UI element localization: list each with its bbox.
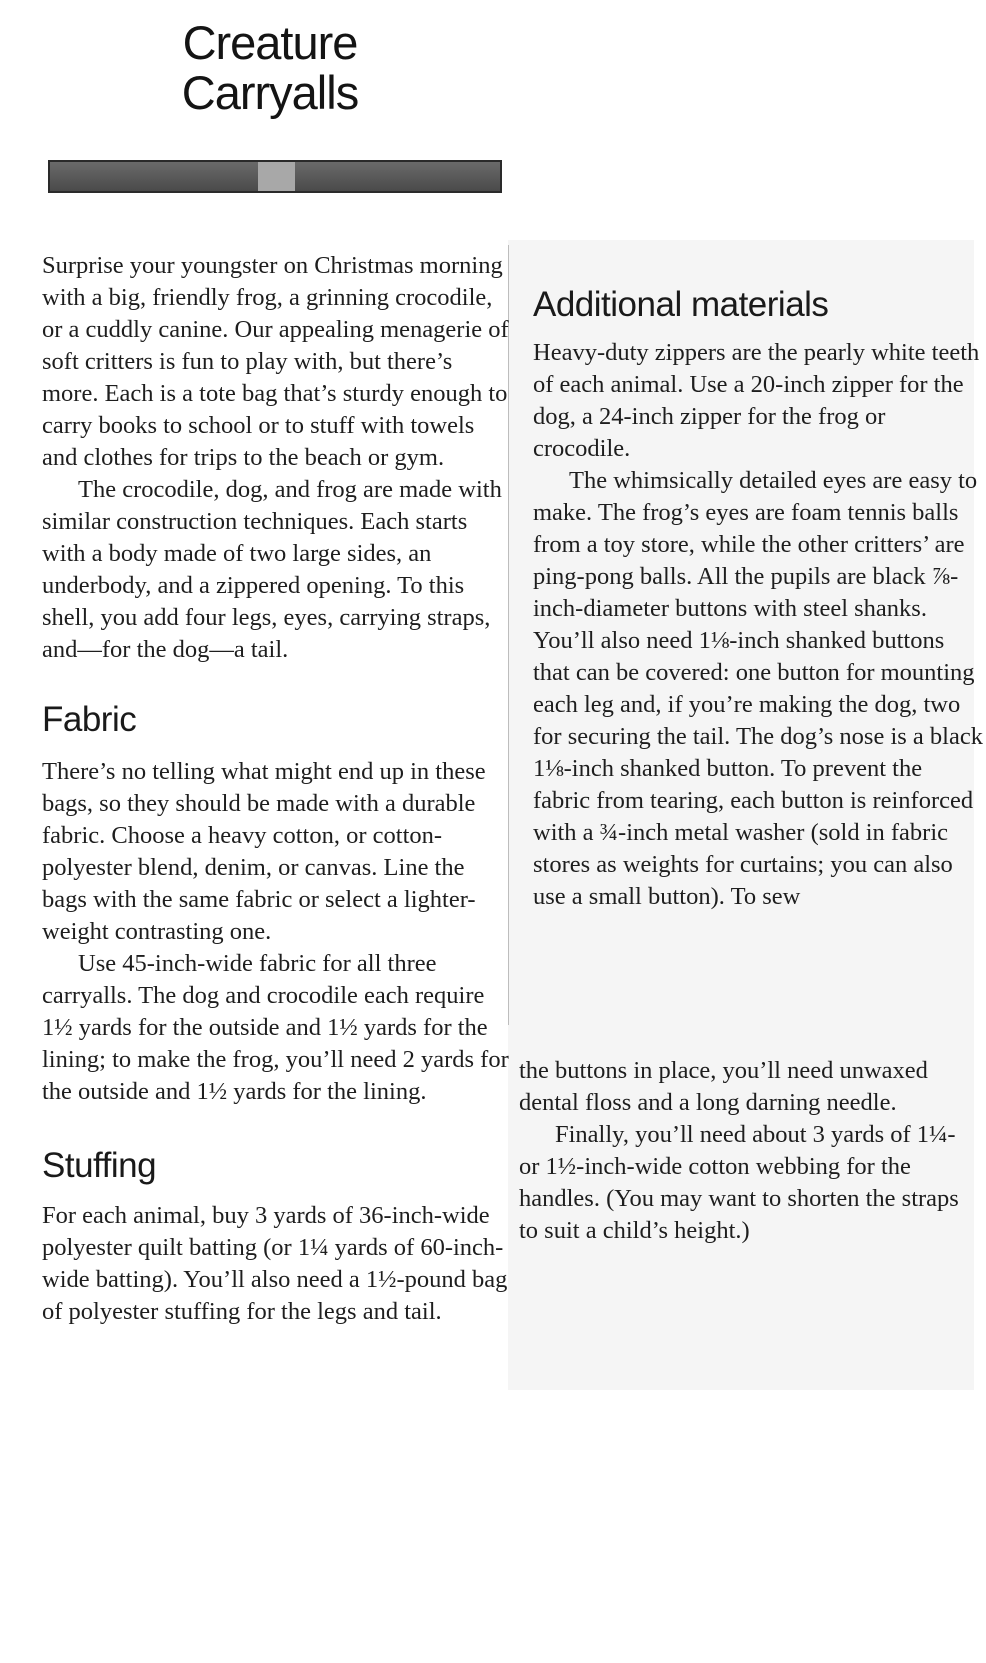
- fabric-paragraph-1: There’s no telling what might end up in these bags, so they should be made with a durable fabric. Choose a heavy cotton, or cotton-polyester blend, denim, or canvas. Line the bags with the same fabric or select a lighter-weight contrasting one.: [42, 758, 486, 945]
- additional-paragraph-2: The whimsically detailed eyes are easy to make. The frog’s eyes are foam tennis balls from a toy store, while the other critters’ are ping-pong balls. All the pupils are black ⅞-inch-diameter buttons with steel shanks. You’ll also need 1⅛-inch shanked buttons that can be covered: one button for mounting each leg and, if you’re making the dog, two for securing the tail. The dog’s nose is a black 1⅛-inch shanked button. To prevent the fabric from tearing, each button is reinforced with a ¾-inch metal washer (sold in fabric stores as weights for curtains; you can also use a small button). To sew: [533, 467, 983, 910]
- fabric-heading: Fabric: [42, 700, 137, 739]
- fabric-paragraph-2: Use 45-inch-wide fabric for all three carryalls. The dog and crocodile each require 1½ yards for the outside and 1½ yards for the lining; to make the frog, you’ll need 2 yards for the outside and 1½ yards for the lining.: [42, 950, 509, 1105]
- right-column-top: [533, 285, 983, 913]
- additional-paragraph-2-continued: the buttons in place, you’ll need unwaxed dental floss and a long darning needle.: [519, 1057, 928, 1116]
- right-column-bottom: [519, 1055, 969, 1247]
- stuffing-heading: Stuffing: [42, 1146, 157, 1185]
- title-rule-accent: [258, 162, 295, 191]
- title-rule-bar: [48, 160, 502, 193]
- title-line-2: Carryalls: [181, 66, 359, 119]
- intro-paragraph-1: Surprise your youngster on Christmas morning with a big, friendly frog, a grinning crocodile, or a cuddly canine. Our appealing menagerie of soft critters is fun to play with, but there’s more. Each is a tote bag that’s sturdy enough to carry books to school or to stuff with towels and clothes for trips to the beach or gym.: [42, 252, 509, 471]
- page-title: [110, 18, 430, 118]
- additional-paragraph-3: Finally, you’ll need about 3 yards of 1¼- or 1½-inch-wide cotton webbing for the handles. (You may want to shorten the straps to suit a child’s height.): [519, 1121, 959, 1244]
- additional-materials-heading: Additional materials: [533, 285, 829, 324]
- intro-paragraph-2: The crocodile, dog, and frog are made with similar construction techniques. Each starts with a body made of two large sides, an underbody, and a zippered opening. To this shell, you add four legs, eyes, carrying straps, and—for the dog—a tail.: [42, 476, 502, 663]
- title-line-1: Creature: [182, 16, 358, 69]
- stuffing-paragraph-1: For each animal, buy 3 yards of 36-inch-wide polyester quilt batting (or 1¼ yards of 60-inch-wide batting). You’ll also need a 1½-pound bag of polyester stuffing for the legs and tail.: [42, 1202, 508, 1325]
- left-column: [42, 250, 510, 1328]
- additional-paragraph-1: Heavy-duty zippers are the pearly white teeth of each animal. Use a 20-inch zipper for the dog, a 24-inch zipper for the frog or crocodile.: [533, 339, 980, 462]
